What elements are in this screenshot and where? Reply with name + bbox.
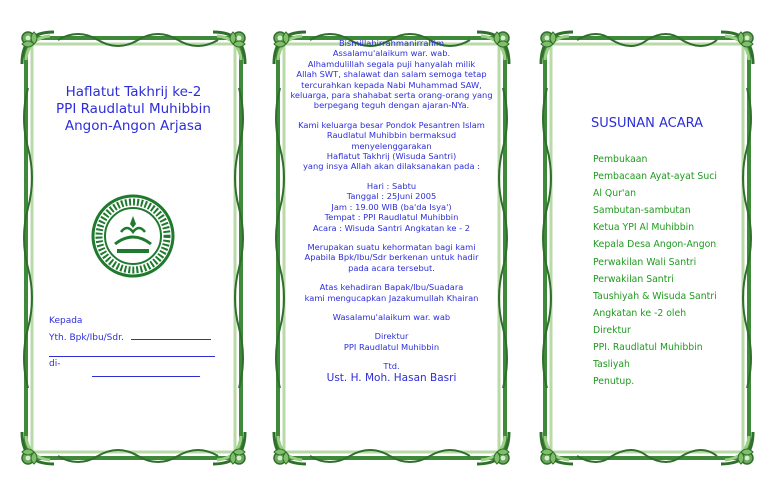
recipient-block <box>49 313 219 384</box>
invitation-line: Acara : Wisuda Santri Angkatan ke - 2 <box>312 222 471 233</box>
invitation-line: Allah SWT, shalawat dan salam semoga tetap <box>296 69 487 80</box>
agenda-item: Taushiyah & Wisuda Santri <box>593 290 717 302</box>
title-line: Haflatut Takhrij ke-2 <box>65 84 202 100</box>
invitation-line: keluarga, para shahabat serta orang-orang yang <box>290 90 493 101</box>
recipient-place-blank[interactable] <box>49 367 219 384</box>
invitation-line: Merupakan suatu kehormatan bagi kami <box>307 241 476 252</box>
invitation-line: menyelenggarakan <box>351 140 432 151</box>
invitation-line: Direktur <box>374 331 409 342</box>
invitation-line: yang insya Allah akan dilaksanakan pada : <box>303 161 480 172</box>
invitation-line: Assalamu'alaikum war. wab. <box>332 48 451 59</box>
agenda-item: Kepala Desa Angon-Angon <box>593 239 717 251</box>
agenda-item: Pembacaan Ayat-ayat Suci <box>593 171 717 183</box>
agenda-item: Sambutan-sambutan <box>593 205 691 217</box>
recipient-name-blank[interactable] <box>131 339 211 340</box>
event-title <box>18 84 249 135</box>
invitation-line: Wasalamu'alaikum war. wab <box>332 311 451 322</box>
invitation-line: Alhamdulillah segala puji hanyalah milik <box>307 58 476 69</box>
title-line: Angon-Angon Arjasa <box>64 118 203 134</box>
invitation-line: Tempat : PPI Raudlatul Muhibbin <box>324 212 459 223</box>
recipient-name-row <box>49 330 219 347</box>
agenda-item: Pembukaan <box>593 154 648 165</box>
invitation-panel <box>270 28 513 468</box>
invitation-line: kami mengucapkan Jazakumullah Khairan <box>304 292 479 303</box>
paragraph-gap <box>280 273 503 282</box>
recipient-label: Yth. Bpk/Ibu/Sdr. <box>49 333 124 343</box>
invitation-line: tercurahkan kepada Nabi Muhammad SAW, <box>301 79 482 90</box>
recipient-to: Kepada <box>49 316 83 326</box>
invitation-line: Jam : 19.00 WIB (ba'da Isya') <box>331 201 452 212</box>
invitation-line: Tanggal : 25Juni 2005 <box>346 191 437 202</box>
agenda-item: Direktur <box>593 324 631 336</box>
agenda-item: Tasliyah <box>593 359 630 371</box>
agenda-panel <box>537 28 757 468</box>
paragraph-gap <box>280 303 503 312</box>
agenda-item: Al Qur'an <box>593 188 637 200</box>
invitation-line: Kami keluarga besar Pondok Pesantren Islam <box>298 119 485 130</box>
agenda-item: PPI. Raudlatul Muhibbin <box>593 342 703 354</box>
recipient-name-line2[interactable] <box>49 347 219 364</box>
agenda-item: Angkatan ke -2 oleh <box>593 307 687 319</box>
recipient-place-label: di- <box>49 359 61 369</box>
agenda-title: SUSUNAN ACARA <box>590 116 704 131</box>
paragraph-gap <box>280 111 503 120</box>
agenda-item: Ketua YPI Al Muhibbin <box>593 222 695 234</box>
agenda-item: Perwakilan Wali Santri <box>593 256 697 268</box>
invitation-line: berpegang teguh dengan ajaran-NYa. <box>313 100 470 111</box>
agenda-item: Penutup. <box>593 376 635 388</box>
paragraph-gap <box>280 233 503 242</box>
invitation-line: Hari : Sabtu <box>366 180 417 191</box>
paragraph-gap <box>280 322 503 331</box>
paragraph-gap <box>280 172 503 181</box>
invitation-line: Ttd. <box>383 361 400 372</box>
invitation-line: Raudlatul Muhibbin bermaksud <box>326 130 457 141</box>
cover-panel <box>18 28 249 468</box>
invitation-line: PPI Raudlatul Muhibbin <box>343 341 440 352</box>
paragraph-gap <box>280 352 503 361</box>
invitation-line: Bismillahirrahmanirrahim <box>338 38 445 48</box>
signatory-name: Ust. H. Moh. Hasan Basri <box>326 371 457 384</box>
pesantren-seal-logo <box>91 194 175 278</box>
invitation-line: Apabila Bpk/Ibu/Sdr berkenan untuk hadir <box>304 252 479 263</box>
invitation-line: Haflatut Takhrij (Wisuda Santri) <box>326 151 457 162</box>
agenda-list <box>593 151 717 390</box>
invitation-body <box>280 38 503 384</box>
invitation-line: pada acara tersebut. <box>348 262 435 273</box>
agenda-item: Perwakilan Santri <box>593 273 674 285</box>
title-line: PPI Raudlatul Muhibbin <box>56 101 211 117</box>
invitation-line: Atas kehadiran Bapak/Ibu/Suadara <box>319 282 464 293</box>
